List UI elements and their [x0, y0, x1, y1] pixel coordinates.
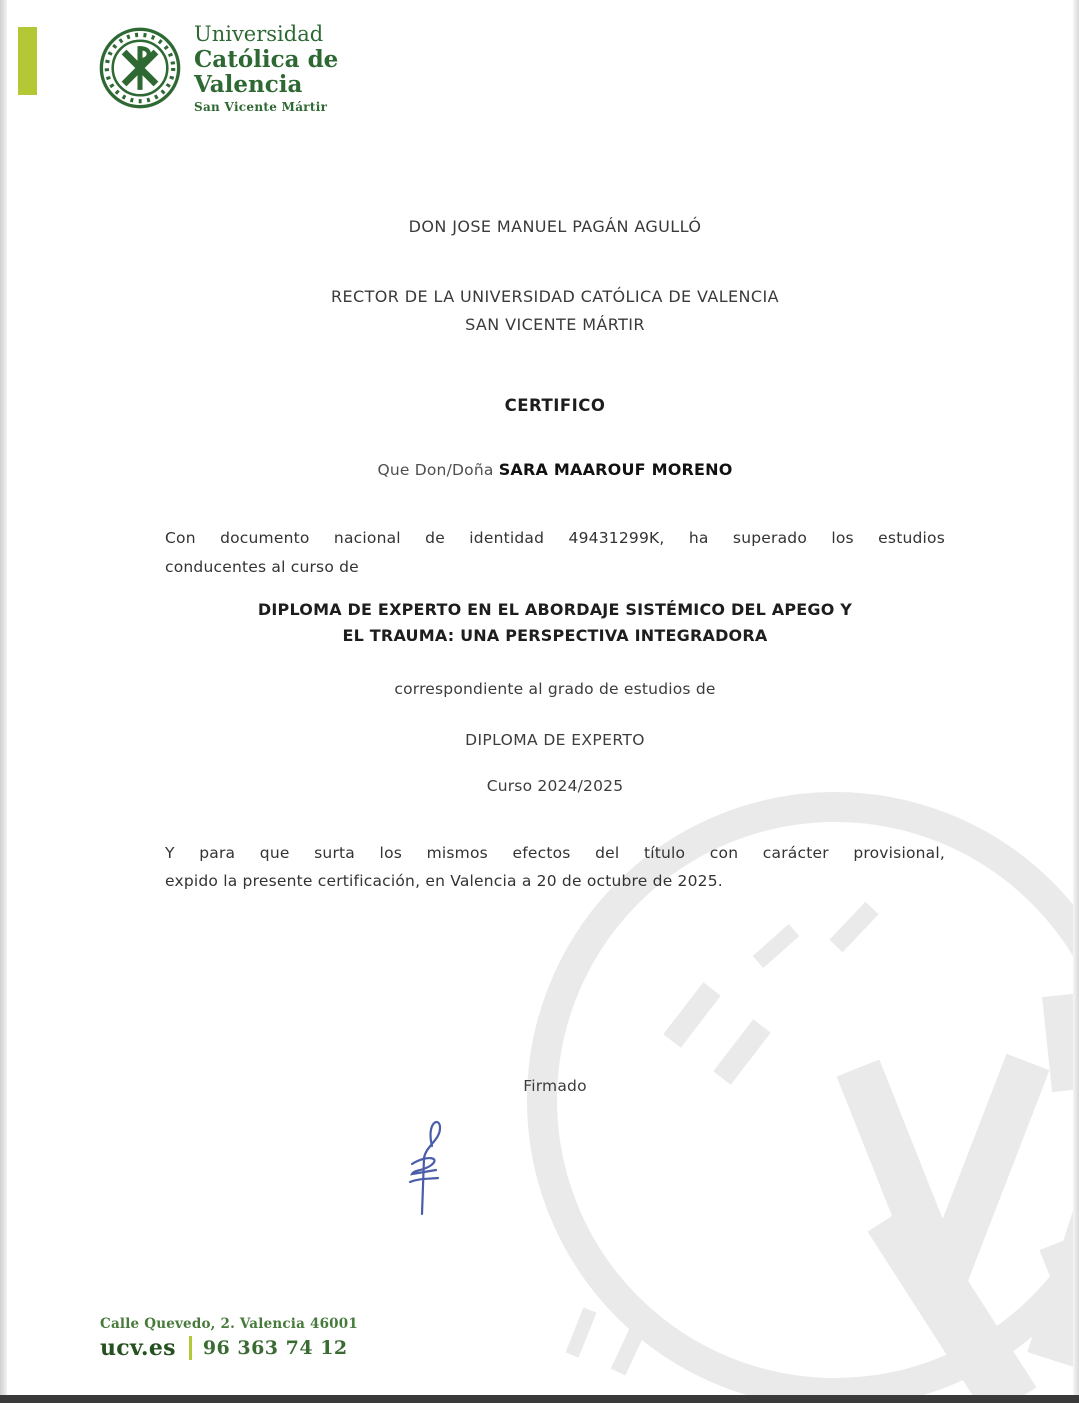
closing-paragraph-line2: expido la presente certificación, en Valencia a 20 de octubre de 2025.	[165, 872, 723, 890]
closing-paragraph-line1: Y para que surta los mismos efectos del título con carácter provisional,	[165, 844, 945, 862]
footer-address: Calle Quevedo, 2. Valencia 46001	[100, 1316, 358, 1332]
issuer-title-line1: RECTOR DE LA UNIVERSIDAD CATÓLICA DE VALENCIA	[331, 287, 779, 306]
logo-subtitle: San Vicente Mártir	[194, 100, 328, 114]
student-prefix: Que Don/Doña	[377, 461, 499, 479]
course-title-line2: EL TRAUMA: UNA PERSPECTIVA INTEGRADORA	[342, 626, 768, 645]
dni-paragraph-line2: conducentes al curso de	[165, 558, 359, 576]
issuer-title-line2: SAN VICENTE MÁRTIR	[465, 315, 645, 334]
student-line	[165, 460, 945, 479]
logo-line-universidad: Universidad	[194, 22, 324, 46]
course-title-line1: DIPLOMA DE EXPERTO EN EL ABORDAJE SISTÉMICO DEL APEGO Y	[257, 600, 853, 619]
signature-handwriting	[402, 1112, 462, 1222]
grade-intro: correspondiente al grado de estudios de	[394, 680, 716, 698]
issuer-name: DON JOSE MANUEL PAGÁN AGULLÓ	[408, 217, 702, 236]
signed-label: Firmado	[523, 1077, 587, 1095]
dni-paragraph-line1: Con documento nacional de identidad 49431299K, ha superado los estudios	[165, 529, 945, 547]
logo-line-catolica: Católica de	[194, 46, 339, 73]
logo-line-valencia: Valencia	[194, 71, 303, 98]
grade-name: DIPLOMA DE EXPERTO	[465, 731, 645, 749]
footer-phone: 96 363 74 12	[202, 1337, 348, 1359]
student-name: SARA MAAROUF MORENO	[498, 460, 733, 479]
footer-website: ucv.es	[100, 1335, 176, 1361]
certify-heading: CERTIFICO	[504, 396, 606, 415]
footer-contact	[100, 1335, 358, 1361]
footer-divider	[189, 1336, 192, 1360]
footer	[100, 1316, 358, 1361]
academic-year: Curso 2024/2025	[486, 777, 624, 795]
